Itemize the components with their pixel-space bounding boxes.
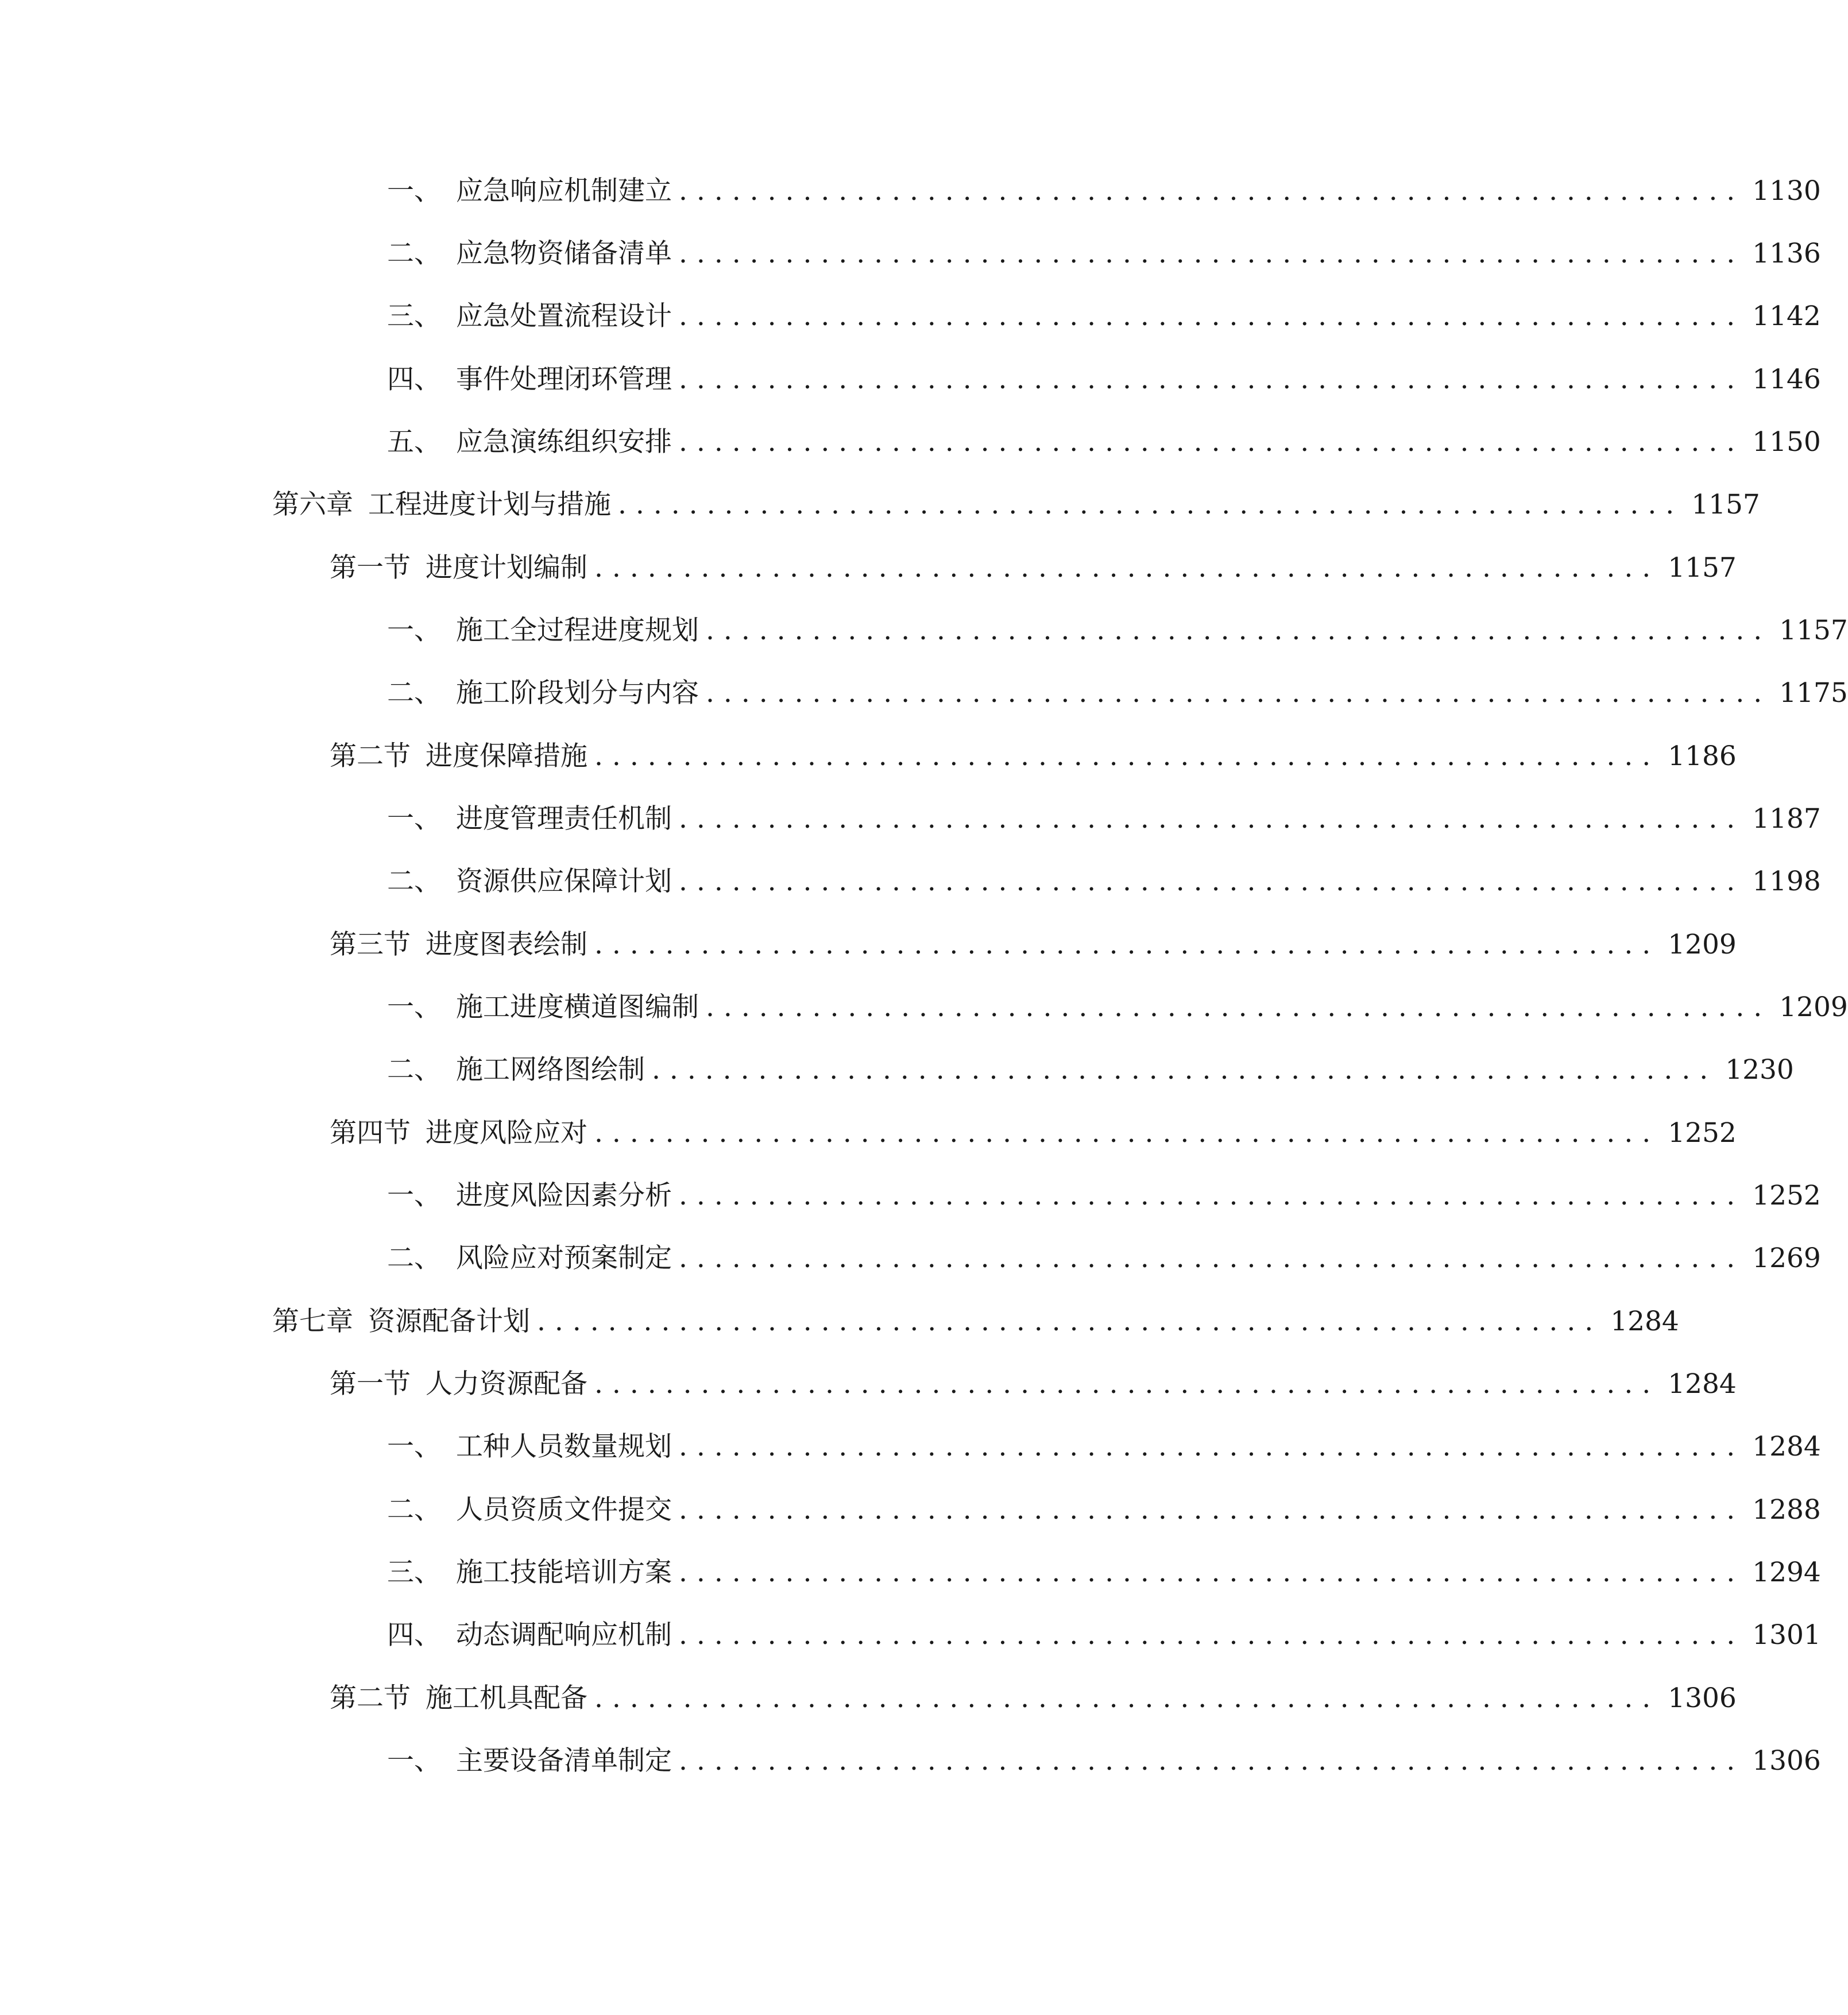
page-number: 1306 bbox=[1668, 1682, 1737, 1714]
toc-entry[interactable] bbox=[387, 1741, 1821, 1781]
dot-leader: ............................................................ bbox=[618, 489, 1684, 520]
page-number: 1187 bbox=[1752, 803, 1821, 835]
entry-title: 应急物资储备清单 bbox=[456, 238, 672, 269]
entry-number: 一、 bbox=[387, 803, 441, 835]
page-number: 1301 bbox=[1752, 1619, 1821, 1651]
entry-title: 动态调配响应机制 bbox=[456, 1619, 672, 1651]
page-number: 1146 bbox=[1752, 364, 1821, 395]
page-number: 1130 bbox=[1752, 175, 1821, 207]
entry-title: 资源配备计划 bbox=[368, 1306, 530, 1337]
page-number: 1252 bbox=[1668, 1117, 1737, 1149]
dot-leader: ............................................................ bbox=[706, 677, 1772, 709]
entry-title: 进度计划编制 bbox=[426, 552, 587, 584]
toc-entry-section[interactable] bbox=[330, 1113, 1737, 1153]
toc-entry[interactable] bbox=[387, 1176, 1821, 1216]
toc-entry[interactable] bbox=[387, 1238, 1821, 1279]
page-number: 1157 bbox=[1779, 615, 1848, 646]
dot-leader: ............................................................ bbox=[679, 1619, 1745, 1651]
entry-title: 进度管理责任机制 bbox=[456, 803, 672, 835]
toc-entry[interactable] bbox=[387, 171, 1821, 211]
dot-leader: ............................................................ bbox=[594, 1368, 1660, 1400]
toc-entry[interactable] bbox=[387, 673, 1848, 713]
page-number: 1150 bbox=[1752, 426, 1821, 458]
dot-leader: ............................................................ bbox=[594, 1682, 1660, 1714]
toc-entry[interactable] bbox=[387, 611, 1848, 651]
dot-leader: ............................................................ bbox=[679, 300, 1745, 332]
entry-title: 进度风险因素分析 bbox=[456, 1180, 672, 1211]
dot-leader: ............................................................ bbox=[679, 426, 1745, 458]
toc-entry-chapter[interactable] bbox=[272, 485, 1760, 525]
entry-title: 工种人员数量规划 bbox=[456, 1431, 672, 1462]
entry-number: 二、 bbox=[387, 1494, 441, 1526]
entry-number: 一、 bbox=[387, 175, 441, 207]
entry-title: 进度保障措施 bbox=[426, 740, 587, 772]
dot-leader: ............................................................ bbox=[706, 991, 1772, 1023]
entry-title: 施工进度横道图编制 bbox=[456, 991, 699, 1023]
dot-leader: ............................................................ bbox=[679, 1242, 1745, 1274]
entry-title: 施工技能培训方案 bbox=[456, 1557, 672, 1588]
entry-number: 一、 bbox=[387, 615, 441, 646]
toc-entry-section[interactable] bbox=[330, 1678, 1737, 1719]
page-number: 1136 bbox=[1752, 238, 1821, 269]
entry-title: 事件处理闭环管理 bbox=[456, 364, 672, 395]
toc-entry[interactable] bbox=[387, 1050, 1794, 1090]
dot-leader: ............................................................ bbox=[679, 238, 1745, 269]
page-number: 1209 bbox=[1668, 929, 1737, 960]
toc-entry[interactable] bbox=[387, 1553, 1821, 1593]
dot-leader: ............................................................ bbox=[679, 1180, 1745, 1211]
entry-number: 第四节 bbox=[330, 1117, 411, 1149]
entry-title: 应急响应机制建立 bbox=[456, 175, 672, 207]
dot-leader: ............................................................ bbox=[594, 552, 1660, 584]
page-number: 1142 bbox=[1752, 300, 1821, 332]
toc-entry-chapter[interactable] bbox=[272, 1302, 1679, 1342]
dot-leader: ............................................................ bbox=[679, 866, 1745, 897]
toc-entry[interactable] bbox=[387, 1427, 1821, 1467]
dot-leader: ............................................................ bbox=[594, 740, 1660, 772]
toc-entry[interactable] bbox=[387, 296, 1821, 337]
entry-number: 四、 bbox=[387, 1619, 441, 1651]
dot-leader: ............................................................ bbox=[594, 1117, 1660, 1149]
toc-entry-section[interactable] bbox=[330, 1364, 1737, 1404]
entry-title: 风险应对预案制定 bbox=[456, 1242, 672, 1274]
dot-leader: ............................................................ bbox=[594, 929, 1660, 960]
entry-number: 第七章 bbox=[272, 1306, 353, 1337]
entry-number: 二、 bbox=[387, 1054, 441, 1086]
entry-title: 工程进度计划与措施 bbox=[368, 489, 611, 520]
page-number: 1269 bbox=[1752, 1242, 1821, 1274]
toc-entry[interactable] bbox=[387, 234, 1821, 274]
entry-number: 一、 bbox=[387, 1180, 441, 1211]
entry-title: 主要设备清单制定 bbox=[456, 1745, 672, 1777]
entry-number: 第二节 bbox=[330, 1682, 411, 1714]
toc-entry-section[interactable] bbox=[330, 736, 1737, 777]
toc-entry-section[interactable] bbox=[330, 925, 1737, 965]
page-number: 1186 bbox=[1668, 740, 1737, 772]
dot-leader: ............................................................ bbox=[706, 615, 1772, 646]
entry-number: 三、 bbox=[387, 1557, 441, 1588]
entry-number: 第二节 bbox=[330, 740, 411, 772]
entry-title: 施工阶段划分与内容 bbox=[456, 677, 699, 709]
entry-number: 二、 bbox=[387, 677, 441, 709]
entry-number: 二、 bbox=[387, 866, 441, 897]
toc-entry-section[interactable] bbox=[330, 548, 1737, 588]
entry-number: 四、 bbox=[387, 364, 441, 395]
dot-leader: ............................................................ bbox=[679, 364, 1745, 395]
page-number: 1157 bbox=[1691, 489, 1760, 520]
page-number: 1294 bbox=[1752, 1557, 1821, 1588]
page-number: 1157 bbox=[1668, 552, 1737, 584]
toc-entry[interactable] bbox=[387, 987, 1848, 1028]
entry-title: 资源供应保障计划 bbox=[456, 866, 672, 897]
entry-title: 应急处置流程设计 bbox=[456, 300, 672, 332]
entry-number: 二、 bbox=[387, 1242, 441, 1274]
entry-number: 一、 bbox=[387, 991, 441, 1023]
toc-entry[interactable] bbox=[387, 1490, 1821, 1530]
dot-leader: ............................................................ bbox=[679, 1557, 1745, 1588]
dot-leader: ............................................................ bbox=[537, 1306, 1603, 1337]
toc-entry[interactable] bbox=[387, 422, 1821, 462]
page-number: 1209 bbox=[1779, 991, 1848, 1023]
entry-number: 一、 bbox=[387, 1745, 441, 1777]
dot-leader: ............................................................ bbox=[679, 1494, 1745, 1526]
entry-number: 一、 bbox=[387, 1431, 441, 1462]
entry-number: 五、 bbox=[387, 426, 441, 458]
dot-leader: ............................................................ bbox=[679, 1745, 1745, 1777]
toc-entry[interactable] bbox=[387, 799, 1821, 839]
dot-leader: ............................................................ bbox=[679, 1431, 1745, 1462]
toc-entry[interactable] bbox=[387, 360, 1821, 400]
entry-number: 第一节 bbox=[330, 1368, 411, 1400]
dot-leader: ............................................................ bbox=[652, 1054, 1718, 1086]
toc-entry[interactable] bbox=[387, 1615, 1821, 1655]
page-number: 1284 bbox=[1610, 1306, 1679, 1337]
entry-number: 第三节 bbox=[330, 929, 411, 960]
page-number: 1306 bbox=[1752, 1745, 1821, 1777]
toc-entry[interactable] bbox=[387, 862, 1821, 902]
page-number: 1252 bbox=[1752, 1180, 1821, 1211]
entry-title: 进度风险应对 bbox=[426, 1117, 587, 1149]
entry-title: 应急演练组织安排 bbox=[456, 426, 672, 458]
entry-number: 第一节 bbox=[330, 552, 411, 584]
page-number: 1288 bbox=[1752, 1494, 1821, 1526]
page-number: 1284 bbox=[1668, 1368, 1737, 1400]
page-number: 1175 bbox=[1779, 677, 1848, 709]
dot-leader: ............................................................ bbox=[679, 803, 1745, 835]
page-number: 1284 bbox=[1752, 1431, 1821, 1462]
entry-number: 三、 bbox=[387, 300, 441, 332]
page-number: 1198 bbox=[1752, 866, 1821, 897]
entry-title: 施工全过程进度规划 bbox=[456, 615, 699, 646]
dot-leader: ............................................................ bbox=[679, 175, 1745, 207]
page-number: 1230 bbox=[1725, 1054, 1794, 1086]
entry-number: 第六章 bbox=[272, 489, 353, 520]
entry-title: 人力资源配备 bbox=[426, 1368, 587, 1400]
entry-title: 进度图表绘制 bbox=[426, 929, 587, 960]
entry-title: 施工机具配备 bbox=[426, 1682, 587, 1714]
entry-title: 施工网络图绘制 bbox=[456, 1054, 645, 1086]
entry-title: 人员资质文件提交 bbox=[456, 1494, 672, 1526]
entry-number: 二、 bbox=[387, 238, 441, 269]
